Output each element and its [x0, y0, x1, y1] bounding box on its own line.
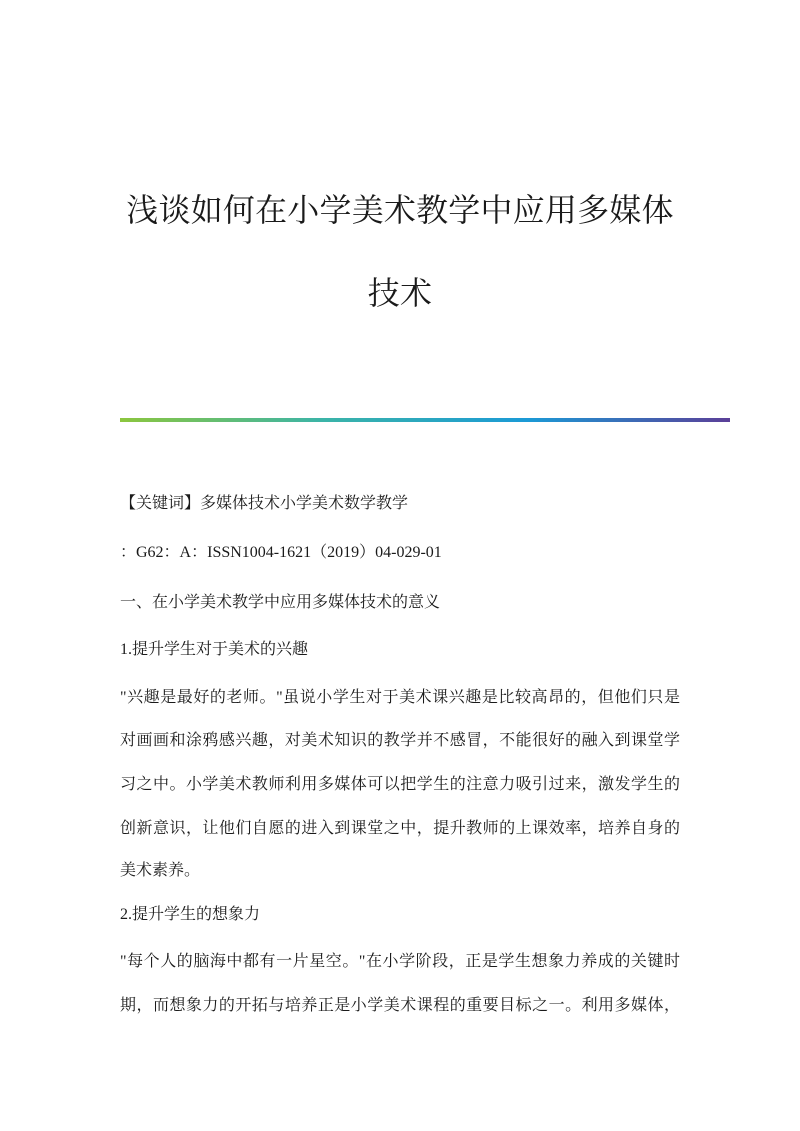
paragraph-line: 创新意识，让他们自愿的进入到课堂之中，提升教师的上课效率，培养自身的: [120, 820, 680, 837]
document-title-line-1: 浅谈如何在小学美术教学中应用多媒体: [126, 192, 674, 228]
keywords-line: 【关键词】多媒体技术小学美术数学教学: [120, 495, 409, 512]
paragraph-line: 习之中。小学美术教师利用多媒体可以把学生的注意力吸引过来，激发学生的: [120, 776, 680, 793]
classification-line: ：G62：A：ISSN1004-1621（2019）04-029-01: [120, 544, 442, 561]
section-heading: 一、在小学美术教学中应用多媒体技术的意义: [120, 594, 441, 611]
title-divider-gradient: [120, 418, 730, 422]
paragraph-line: 对画画和涂鸦感兴趣，对美术知识的教学并不感冒，不能很好的融入到课堂学: [120, 732, 680, 749]
subsection-heading-imagination: 2.提升学生的想象力: [120, 906, 261, 923]
paragraph-line: "兴趣是最好的老师。"虽说小学生对于美术课兴趣是比较高昂的，但他们只是: [120, 689, 680, 706]
subsection-heading-interest: 1.提升学生对于美术的兴趣: [120, 641, 309, 658]
document-title-line-2: 技术: [367, 275, 433, 311]
paragraph-line: 美术素养。: [120, 862, 201, 879]
paragraph-line: "每个人的脑海中都有一片星空。"在小学阶段，正是学生想象力养成的关键时: [120, 953, 680, 970]
paragraph-line: 期，而想象力的开拓与培养正是小学美术课程的重要目标之一。利用多媒体，: [120, 997, 680, 1014]
